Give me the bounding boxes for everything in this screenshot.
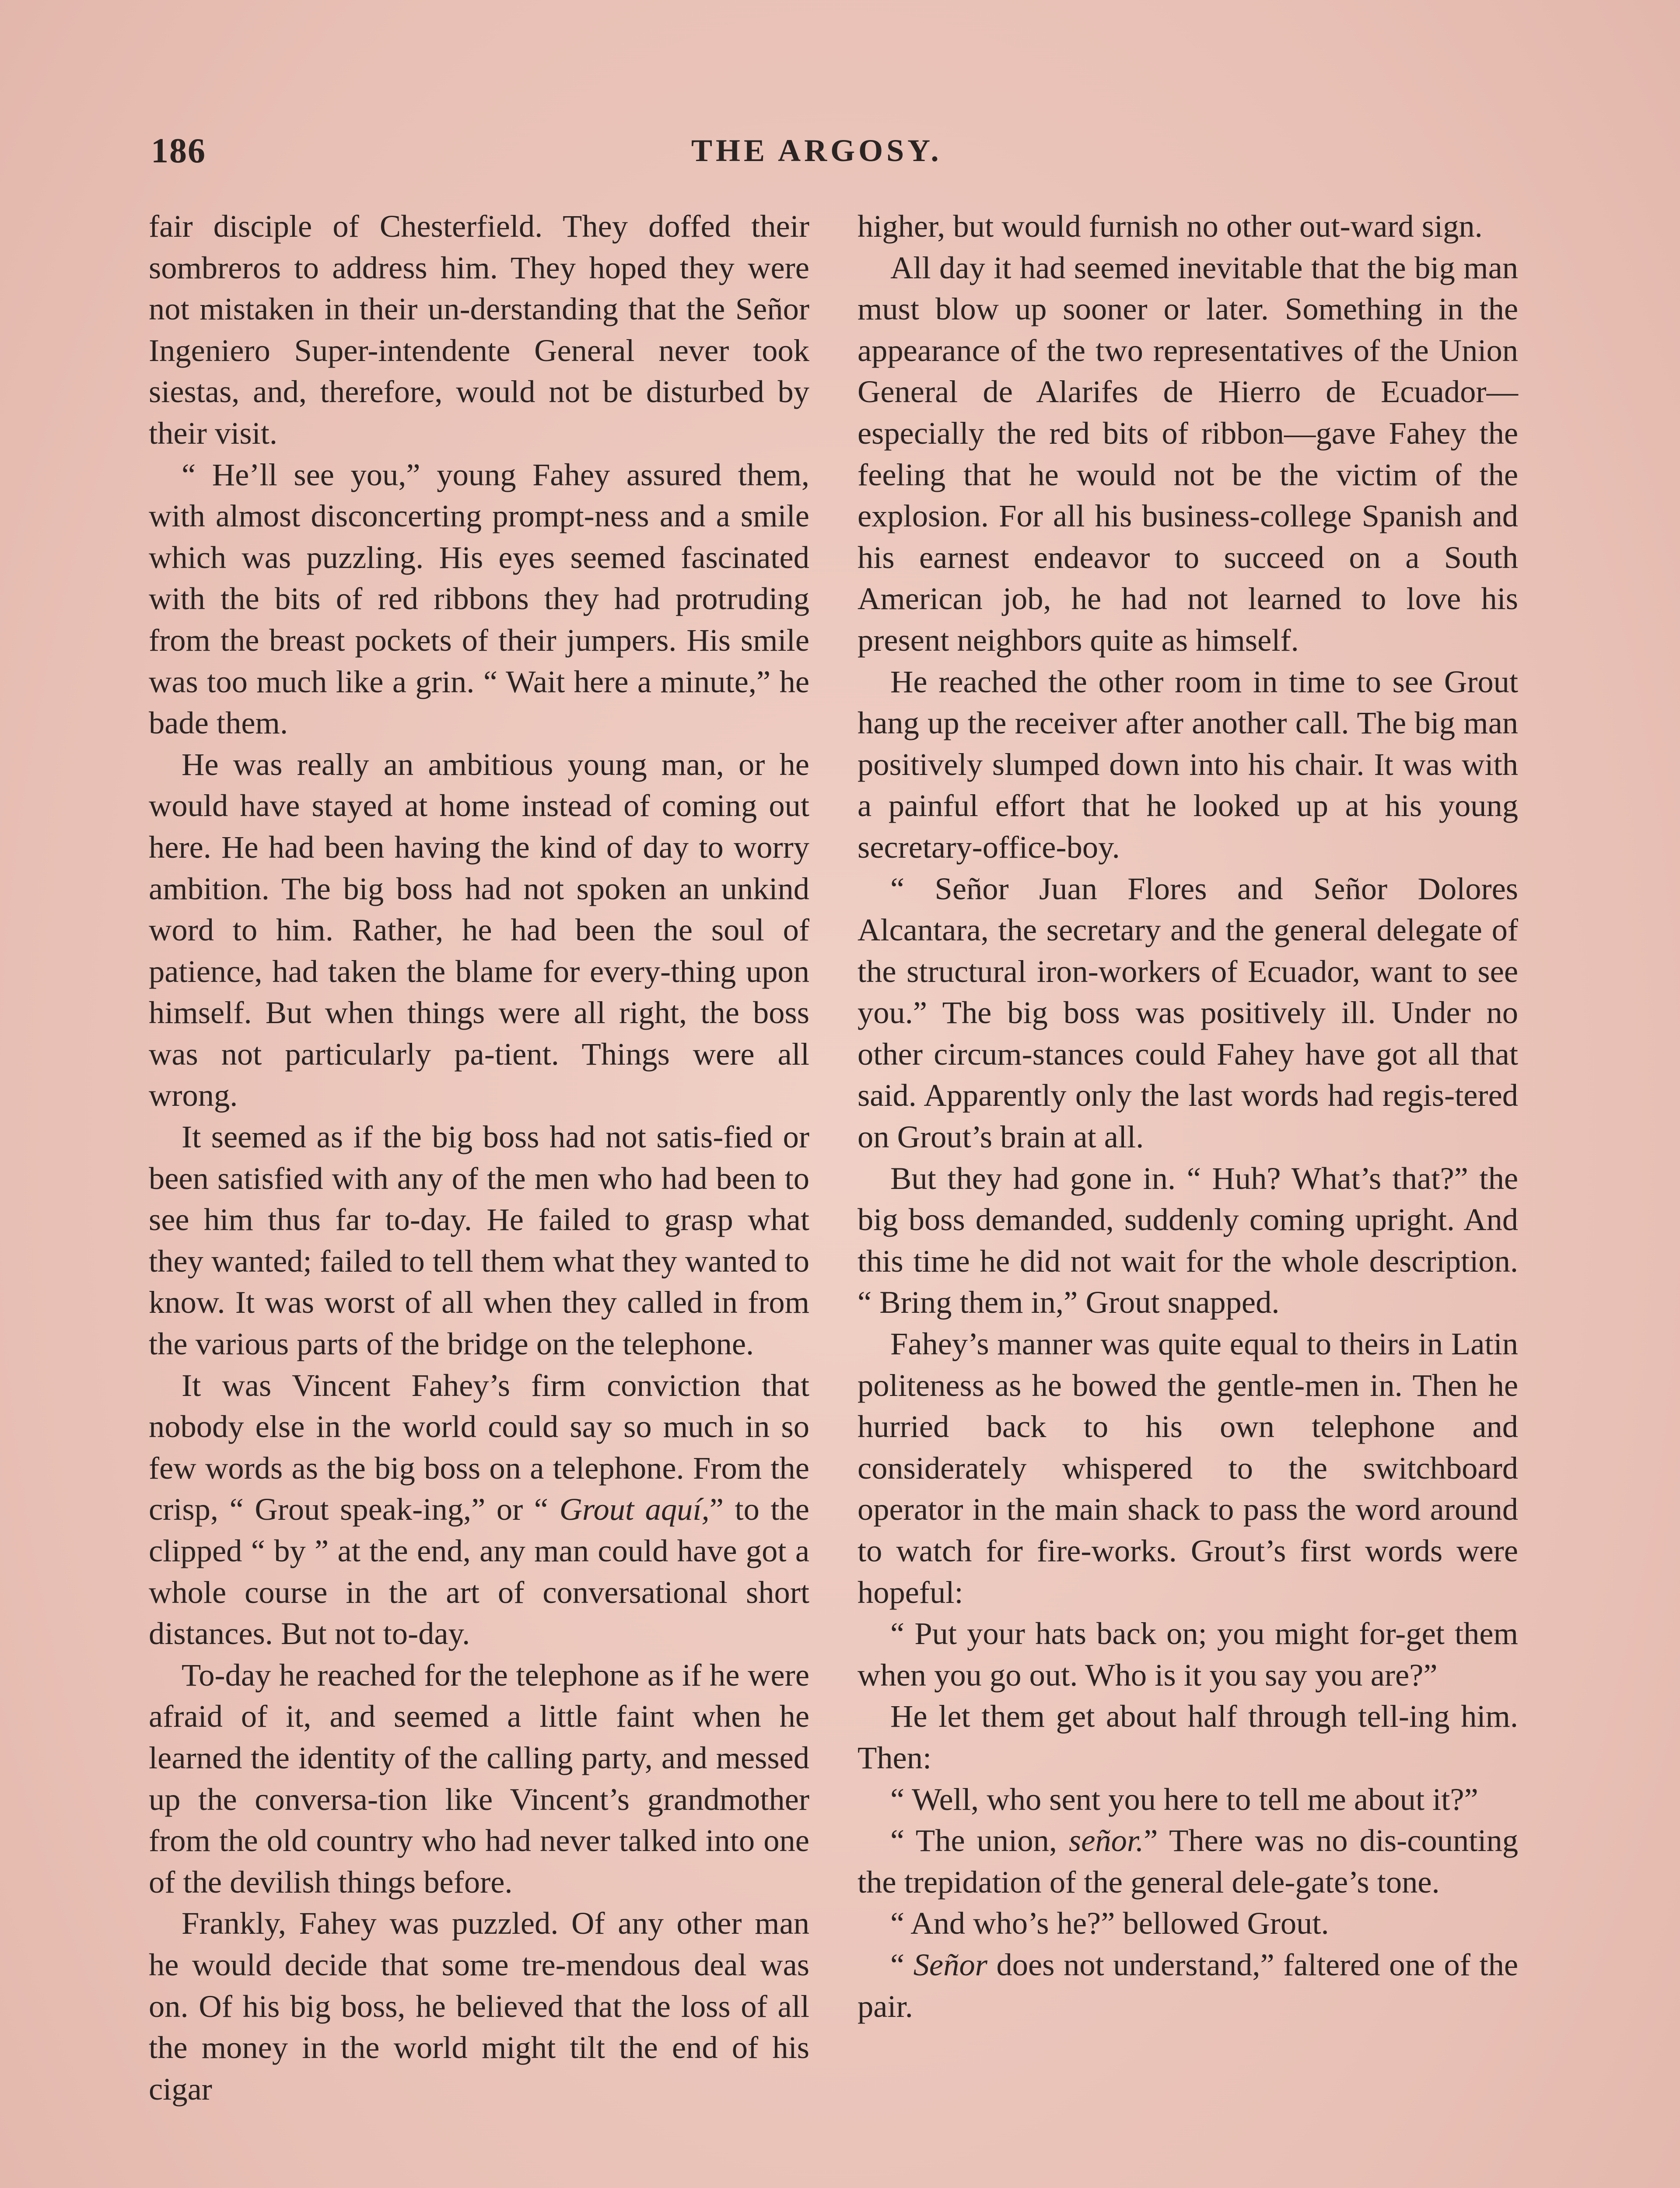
- paragraph-text: ” to the clipped “ by ” at the end, any man could have got a whole course in the art of conversational short distances. But not to-day.: [149, 1491, 809, 1652]
- paragraph: He let them get about half through tell-ing him. Then:: [858, 1698, 1518, 1775]
- paragraph: fair disciple of Chesterfield. They doffed their sombreros to address him. They hoped they were not mistaken in their un-derstanding that the Señor Ingeniero Super-intendente General never took siestas, and, therefore, would not be disturbed by their visit.: [149, 208, 809, 451]
- paragraph: But they had gone in. “ Huh? What’s that?” the big boss demanded, suddenly coming upright. And this time he did not wait for the whole description. “ Bring them in,” Grout snapped.: [858, 1160, 1518, 1320]
- paragraph: Fahey’s manner was quite equal to theirs in Latin politeness as he bowed the gentle-men in. Then he hurried back to his own telephone and considerately whispered to the switchboard operator in the main shack to pass the word around to watch for fire-works. Grout’s first words were hopeful:: [858, 1326, 1518, 1610]
- paragraph: “ Put your hats back on; you might for-get them when you go out. Who is it you say you are?”: [858, 1616, 1518, 1693]
- paragraph: Frankly, Fahey was puzzled. Of any other man he would decide that some tre-mendous deal was on. Of his big boss, he believed that the loss of all the money in the world might tilt the end of his cigar: [149, 1905, 809, 2107]
- paragraph: He was really an ambitious young man, or he would have stayed at home instead of coming out here. He had been having the kind of day to worry ambition. The big boss had not spoken an unkind word to him. Rather, he had been the soul of patience, had taken the blame for every-thing upon himself. But when things were all right, the boss was not particularly pa-tient. Things were all wrong.: [149, 746, 809, 1113]
- italic-text: Grout aquí,: [559, 1491, 710, 1527]
- paragraph: All day it had seemed inevitable that the big man must blow up sooner or later. Something in the appearance of the two representatives of the Union General de Alarifes de Hierro de Ecuador—especially the red bits of ribbon—gave Fahey the feeling that he would not be the victim of the explosion. For all his business-college Spanish and his earnest endeavor to succeed on a South American job, he had not learned to love his present neighbors quite as himself.: [858, 249, 1518, 658]
- paragraph: To-day he reached for the telephone as if he were afraid of it, and seemed a little faint when he learned the identity of the calling party, and messed up the conversa-tion like Vincent’s grandmother from the old country who had never talked into one of the devilish things before.: [149, 1657, 809, 1900]
- italic-text: Señor: [913, 1946, 987, 1982]
- paragraph-text: does not understand,” faltered one of the pair.: [858, 1946, 1519, 2024]
- paragraph: “ Well, who sent you here to tell me about it?”: [890, 1781, 1478, 1817]
- running-head: THE ARGOSY.: [691, 133, 942, 168]
- paragraph-text: ” There was no dis-counting the trepidation of the general dele-gate’s tone.: [858, 1823, 1519, 1900]
- paragraph: “ Señor Juan Flores and Señor Dolores Alcantara, the secretary and the general delegate of the structural iron-workers of Ecuador, want to see you.” The big boss was positively ill. Under no other circum-stances could Fahey have got all that said. Apparently only the last words had regis-tered on Grout’s brain at all.: [858, 870, 1518, 1155]
- paragraph: “ He’ll see you,” young Fahey assured them, with almost disconcerting prompt-ness and a smile which was puzzling. His eyes seemed fascinated with the bits of red ribbons they had protruding from the breast pockets of their jumpers. His smile was too much like a grin. “ Wait here a minute,” he bade them.: [149, 456, 809, 741]
- paragraph: It seemed as if the big boss had not satis-fied or been satisfied with any of the men who had been to see him thus far to-day. He failed to grasp what they wanted; failed to tell them what they wanted to know. It was worst of all when they called in from the various parts of the bridge on the telephone.: [149, 1119, 809, 1362]
- paragraph: [858, 1944, 1518, 2027]
- italic-text: señor.: [1069, 1823, 1144, 1858]
- paragraph-text: “ The union,: [890, 1823, 1069, 1858]
- page-number: 186: [151, 132, 206, 170]
- right-column: [858, 206, 1518, 2027]
- paragraph: He reached the other room in time to see Grout hang up the receiver after another call. The big man positively slumped down into his chair. It was with a painful effort that he looked up at his young secretary-office-boy.: [858, 663, 1518, 865]
- paragraph: higher, but would furnish no other out-ward sign.: [858, 208, 1483, 244]
- paragraph-text: “: [890, 1946, 914, 1982]
- paragraph: “ And who’s he?” bellowed Grout.: [890, 1905, 1329, 1941]
- left-column: [149, 206, 809, 2110]
- paragraph: [149, 1365, 809, 1655]
- paragraph: [858, 1820, 1518, 1903]
- paragraph-text: It was Vincent Fahey’s firm conviction that nobody else in the world could say so much in so few words as the big boss on a telephone. From the crisp, “ Grout speak-ing,” or “: [149, 1367, 809, 1527]
